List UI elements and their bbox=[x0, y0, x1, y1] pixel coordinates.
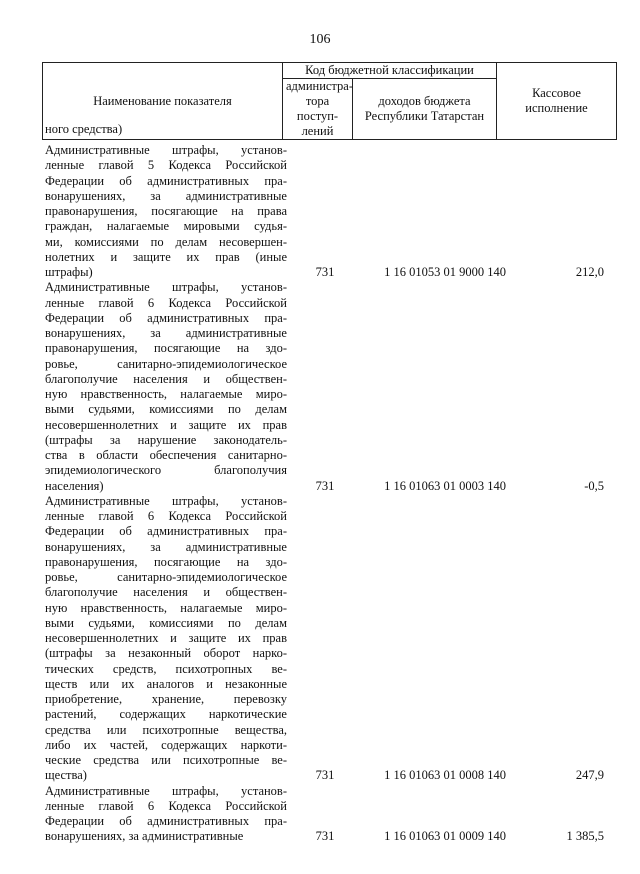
row-description-line: Административные штрафы, установ- bbox=[45, 280, 287, 295]
page-number: 106 bbox=[309, 32, 331, 47]
row-description-line: ленные главой 6 Кодекса Российской bbox=[45, 509, 287, 523]
row-description-line: ществ или их аналогов и незаконные bbox=[45, 676, 287, 691]
row-description-line: несовершеннолетних и защите их прав bbox=[45, 631, 287, 645]
row-description-line: эпидемиологического благополучия bbox=[45, 463, 287, 478]
row-description-line: ленные главой 6 Кодекса Российской bbox=[45, 295, 287, 310]
header-cash-line: Кассовое bbox=[532, 86, 581, 100]
row-description-line: ровье, санитарно-эпидемиологическое bbox=[45, 570, 287, 584]
row-description-line: несовершеннолетних и защите их прав bbox=[45, 417, 287, 432]
row-description-line: вонарушениях, за административные bbox=[45, 539, 287, 554]
row-income-code: 1 16 01063 01 0008 140 bbox=[384, 768, 506, 783]
row-description-line: Административные штрафы, установ- bbox=[45, 143, 287, 157]
row-description-line: либо их частей, содержащих наркоти- bbox=[45, 737, 287, 752]
row-description-line: вонарушениях, за административные bbox=[45, 326, 287, 340]
header-admin-line: лений bbox=[301, 124, 334, 138]
row-description-line: выми судьями, комиссиями по делам bbox=[45, 402, 287, 417]
row-income-code: 1 16 01053 01 9000 140 bbox=[384, 265, 506, 279]
row-admin-code: 731 bbox=[315, 768, 335, 783]
row-description-line: средства или психотропные вещества, bbox=[45, 722, 287, 737]
row-description-line: выми судьями, комиссиями по делам bbox=[45, 615, 287, 630]
header-cash-execution bbox=[497, 63, 617, 140]
header-income-line: доходов бюджета bbox=[378, 94, 471, 108]
row-description-line: Федерации об административных пра- bbox=[45, 173, 287, 188]
row-income-code: 1 16 01063 01 0009 140 bbox=[384, 829, 506, 844]
row-admin-code: 731 bbox=[315, 829, 335, 844]
row-description-line: ленные главой 5 Кодекса Российской bbox=[45, 158, 287, 173]
header-income-column bbox=[353, 79, 497, 140]
header-admin-column bbox=[283, 79, 353, 140]
row-description-line: вонарушениях, за административные bbox=[45, 829, 244, 844]
row-description-line: благополучие населения и обществен- bbox=[45, 585, 287, 600]
row-description-line: ную нравственность, налагаемые миро- bbox=[45, 387, 287, 401]
row-description-line: Федерации об административных пра- bbox=[45, 814, 287, 828]
row-description-line: Федерации об административных пра- bbox=[45, 310, 287, 325]
row-description-line: растений, содержащих наркотические bbox=[45, 707, 287, 722]
row-description-line: вонарушениях, за административные bbox=[45, 188, 287, 203]
row-description-line: (штрафы за незаконный оборот нарко- bbox=[45, 646, 287, 661]
row-description-line: правонарушения, посягающие на здо- bbox=[45, 554, 287, 569]
header-cash-line: исполнение bbox=[525, 101, 588, 115]
row-description-line: граждан, налагаемые мировыми судья- bbox=[45, 219, 287, 234]
row-description-line: (штрафы за нарушение законодатель- bbox=[45, 432, 287, 447]
row-description-line: ми, комиссиями по делам несовершен- bbox=[45, 234, 287, 249]
row-income-code: 1 16 01063 01 0003 140 bbox=[384, 478, 506, 493]
row-description-line: нолетних и защите их прав (иные bbox=[45, 249, 287, 264]
row-description-line: Федерации об административных пра- bbox=[45, 524, 287, 539]
row-description-line: ства в области обеспечения санитарно- bbox=[45, 448, 287, 462]
header-name-column: Наименование показателя bbox=[43, 63, 283, 140]
header-admin-line: тора поступ- bbox=[296, 94, 339, 123]
row-description-line: щества) bbox=[45, 768, 87, 783]
row-admin-code: 731 bbox=[315, 265, 335, 279]
header-admin-line: администра- bbox=[286, 79, 354, 93]
row-amount: 1 385,5 bbox=[566, 829, 604, 844]
row-description-line: правонарушения, посягающие на здо- bbox=[45, 341, 287, 356]
row-description-line: штрафы) bbox=[45, 265, 93, 279]
row-admin-code: 731 bbox=[315, 478, 335, 493]
row-amount: 247,9 bbox=[575, 768, 604, 783]
row-description-line: Административные штрафы, установ- bbox=[45, 783, 287, 798]
row-description-line: приобретение, хранение, перевозку bbox=[45, 692, 287, 706]
row-description-line: благополучие населения и обществен- bbox=[45, 371, 287, 386]
row-description-line: правонарушения, посягающие на права bbox=[45, 204, 287, 218]
header-income-line: Республики Татарстан bbox=[364, 109, 485, 123]
row-amount: 212,0 bbox=[575, 265, 604, 279]
row-description-line: Административные штрафы, установ- bbox=[45, 493, 287, 508]
row-description-line: населения) bbox=[45, 478, 104, 493]
header-budget-classification: Код бюджетной классификации bbox=[283, 63, 497, 79]
row-amount: -0,5 bbox=[584, 478, 604, 493]
row-description-line: ческие средства или психотропные ве- bbox=[45, 753, 287, 767]
row-description-line: ную нравственность, налагаемые миро- bbox=[45, 600, 287, 615]
row-description-line: тических средств, психотропных ве- bbox=[45, 661, 287, 676]
row-description-line: ленные главой 6 Кодекса Российской bbox=[45, 798, 287, 813]
row-description-line: ровье, санитарно-эпидемиологическое bbox=[45, 356, 287, 371]
continuation-text: ного средства) bbox=[45, 122, 123, 136]
